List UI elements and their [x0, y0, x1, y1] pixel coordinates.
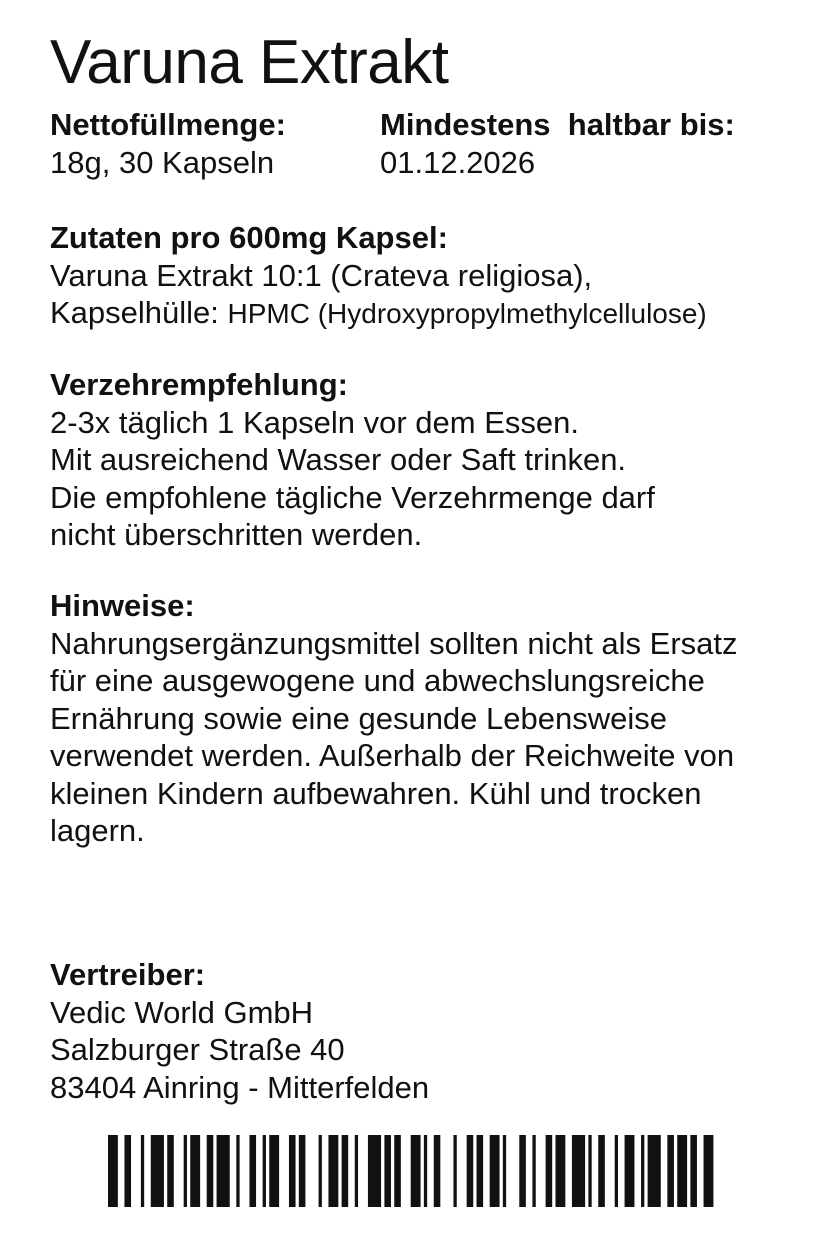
- ingredients-capsule-line: [50, 294, 707, 333]
- barcode-bar: [519, 1135, 526, 1207]
- distributor-name: Vedic World GmbH: [50, 994, 314, 1030]
- notes-line: verwendet werden. Außerhalb der Reichweite von: [50, 738, 735, 773]
- barcode-bar: [572, 1135, 585, 1207]
- barcode-bar: [263, 1135, 266, 1207]
- barcode-bar: [625, 1135, 635, 1207]
- barcode-bar: [319, 1135, 322, 1207]
- dosage-line: nicht überschritten werden.: [50, 517, 423, 552]
- barcode-bar: [453, 1135, 456, 1207]
- ingredients-heading: Zutaten pro 600mg Kapsel:: [50, 220, 448, 255]
- barcode-bar: [667, 1135, 674, 1207]
- distributor-street: Salzburger Straße 40: [50, 1032, 345, 1067]
- best-before-value: 01.12.2026: [380, 144, 536, 180]
- barcode-bar: [641, 1135, 644, 1207]
- barcode-bar: [690, 1135, 697, 1207]
- dosage-line: Mit ausreichend Wasser oder Saft trinken.: [50, 442, 627, 477]
- barcode-bar: [394, 1135, 401, 1207]
- distributor-heading: Vertreiber:: [50, 957, 206, 992]
- notes-line: Ernährung sowie eine gesunde Lebensweise: [50, 700, 667, 736]
- best-before-heading: Mindestens haltbar bis:: [380, 107, 735, 142]
- notes-heading: Hinweise:: [50, 588, 195, 623]
- barcode-bar: [217, 1135, 230, 1207]
- barcode-bar: [490, 1135, 500, 1207]
- barcode-bar: [588, 1135, 591, 1207]
- barcode-bar: [167, 1135, 174, 1207]
- capsule-shell-label: Kapselhülle:: [50, 295, 228, 330]
- dosage-heading: Verzehrempfehlung:: [50, 367, 348, 402]
- ingredients-line: Varuna Extrakt 10:1 (Crateva religiosa),: [50, 257, 593, 293]
- barcode-bar: [615, 1135, 618, 1207]
- net-quantity-heading: Nettofüllmenge:: [50, 107, 286, 142]
- barcode-bar: [424, 1135, 427, 1207]
- barcode-bar: [503, 1135, 506, 1207]
- barcode-bar: [207, 1135, 214, 1207]
- barcode-bar: [190, 1135, 200, 1207]
- barcode-image: [108, 1135, 720, 1207]
- barcode-bar: [236, 1135, 239, 1207]
- barcode-bar: [269, 1135, 279, 1207]
- notes-line: kleinen Kindern aufbewahren. Kühl und trocken: [50, 775, 702, 811]
- barcode-bar: [249, 1135, 256, 1207]
- barcode-bar: [411, 1135, 421, 1207]
- barcode-bar: [184, 1135, 187, 1207]
- barcode-bar: [532, 1135, 535, 1207]
- barcode-bar: [342, 1135, 349, 1207]
- barcode-bar: [598, 1135, 605, 1207]
- barcode-bar: [289, 1135, 296, 1207]
- barcode-bar: [368, 1135, 381, 1207]
- net-quantity-section: [50, 106, 286, 181]
- distributor-city: 83404 Ainring - Mitterfelden: [50, 1069, 430, 1105]
- notes-line: Nahrungsergänzungsmittel sollten nicht als Ersatz: [50, 625, 738, 661]
- barcode-bar: [677, 1135, 687, 1207]
- barcode-bar: [328, 1135, 338, 1207]
- product-title: Varuna Extrakt: [50, 28, 449, 97]
- ingredients-section: [50, 219, 707, 333]
- barcode-bar: [704, 1135, 714, 1207]
- barcode-bar: [467, 1135, 474, 1207]
- notes-line: für eine ausgewogene und abwechslungsreiche: [50, 663, 705, 698]
- dosage-section: [50, 366, 655, 554]
- net-quantity-value: 18g, 30 Kapseln: [50, 144, 275, 180]
- barcode-bar: [648, 1135, 661, 1207]
- notes-section: [50, 587, 738, 850]
- barcode-bar: [384, 1135, 391, 1207]
- barcode-bar: [355, 1135, 358, 1207]
- barcode-bar: [141, 1135, 144, 1207]
- barcode-bar: [124, 1135, 131, 1207]
- barcode-bar: [477, 1135, 484, 1207]
- barcode-bar: [299, 1135, 306, 1207]
- capsule-shell-value: HPMC (Hydroxypropylmethylcellulose): [227, 298, 707, 329]
- barcode-bar: [151, 1135, 164, 1207]
- barcode-bar: [108, 1135, 118, 1207]
- barcode-bar: [546, 1135, 553, 1207]
- barcode-bar: [434, 1135, 441, 1207]
- dosage-line: Die empfohlene tägliche Verzehrmenge darf: [50, 479, 655, 515]
- barcode-bar: [555, 1135, 565, 1207]
- distributor-section: [50, 956, 429, 1106]
- notes-line: lagern.: [50, 813, 145, 848]
- best-before-section: [380, 106, 735, 181]
- dosage-line: 2-3x täglich 1 Kapseln vor dem Essen.: [50, 404, 579, 440]
